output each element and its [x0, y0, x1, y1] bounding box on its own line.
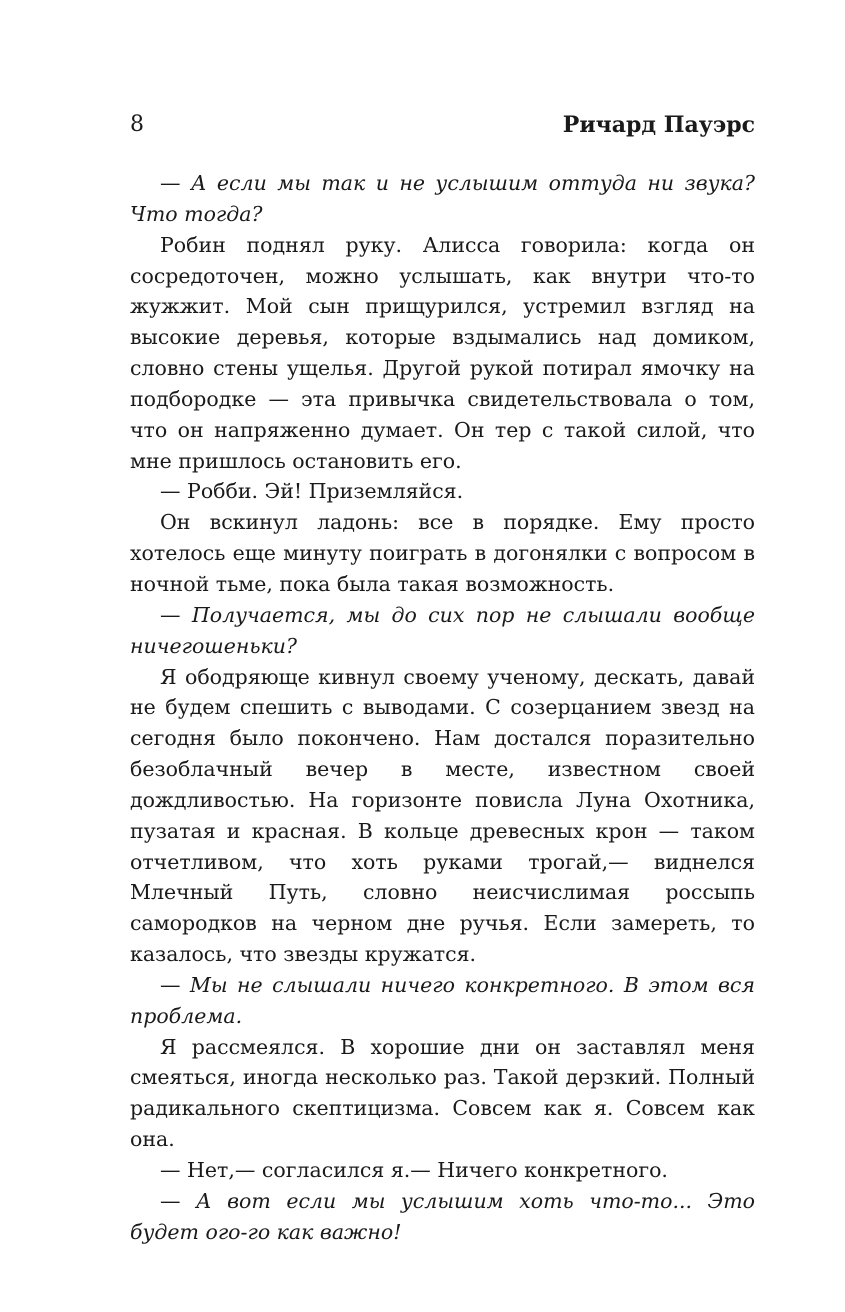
dialogue-dash: —: [160, 171, 191, 195]
paragraph: [130, 1155, 755, 1186]
dialogue-dash: —: [160, 1188, 197, 1213]
paragraph: [130, 476, 755, 507]
page-header: [130, 112, 755, 148]
page-number: 8: [130, 112, 144, 137]
paragraph: [130, 507, 755, 600]
paragraph: [130, 970, 755, 1032]
dialogue-dash: —: [160, 1158, 188, 1182]
paragraph-text: Мы не слышали ничего конкретного. В этом вся проблема.: [130, 972, 755, 1028]
running-title: Ричард Пауэрс: [562, 112, 755, 138]
paragraph: [130, 600, 755, 662]
dialogue-dash: —: [160, 972, 190, 997]
paragraph-text: Я рассмеялся. В хорошие дни он заставлял меня смеяться, иногда несколько раз. Такой дерзкий. Полный радикального скептицизма. Совсем как я. Совсем как она.: [130, 1034, 755, 1152]
paragraph-text: Робби. Эй! Приземляйся.: [187, 479, 464, 504]
paragraph-text: Робин поднял руку. Алисса говорила: когда он сосредоточен, можно услышать, как внутри что-то жужжит. Мой сын прищурился, устремил взгляд на высокие деревья, которые вздымались над домиком, словно стены ущелья. Другой рукой потирал ямочку на подбородке — эта привычка свидетельствовала о том, что он напряженно думает. Он тер с такой силой, что мне пришлось остановить его.: [130, 232, 755, 473]
paragraph: [130, 168, 755, 230]
paragraph-text: Он вскинул ладонь: все в порядке. Ему просто хотелось еще минуту поиграть в догонялки с вопросом в ночной тьме, пока была такая возможность.: [130, 510, 755, 596]
paragraph-text: Нет,— согласился я.— Ничего конкретного.: [187, 1158, 668, 1182]
body-text: [130, 168, 755, 1248]
paragraph-text: Получается, мы до сих пор не слышали вообще ничегошеньки?: [130, 602, 755, 658]
paragraph-text: А вот если мы услышим хоть что-то... Это будет ого-го как важно!: [130, 1188, 755, 1244]
paragraph: [130, 1032, 755, 1155]
paragraph-text: А если мы так и не услышим оттуда ни звука? Что тогда?: [130, 171, 755, 226]
paragraph: [130, 662, 755, 970]
dialogue-dash: —: [160, 479, 188, 504]
paragraph-text: Я ободряюще кивнул своему ученому, дескать, давай не будем спешить с выводами. С созерцанием звезд на сегодня было покончено. Нам достался поразительно безоблачный вечер в месте, известном своей дождливостью. На горизонте повисла Луна Охотника, пузатая и красная. В кольце древесных крон — таком отчетливом, что хоть руками трогай,— виднелся Млечный Путь, словно неисчислимая россыпь самородков на черном дне ручья. Если замереть, то казалось, что звезды кружатся.: [130, 664, 755, 967]
dialogue-dash: —: [160, 602, 192, 627]
paragraph: [130, 1186, 755, 1248]
paragraph: [130, 230, 755, 477]
